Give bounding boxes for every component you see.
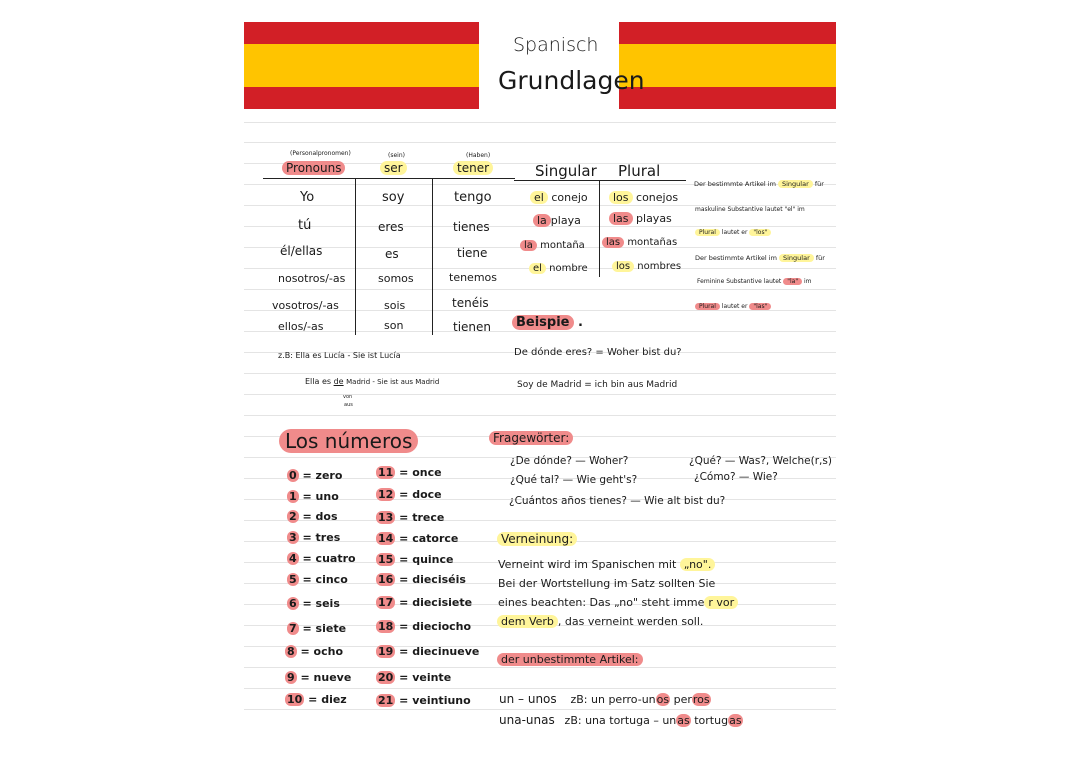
- table-divider-1: [355, 179, 356, 335]
- articles-divider: [599, 181, 600, 277]
- pronoun-vosotros: vosotros/-as: [272, 299, 339, 312]
- number-3: 3 = tres: [289, 531, 341, 544]
- number-15: 15 = quince: [378, 553, 454, 566]
- article-row-3-singular: la montaña: [520, 240, 585, 251]
- tener-tenemos: tenemos: [449, 271, 497, 284]
- verneinung-heading: Verneinung:: [497, 532, 577, 546]
- number-2: 2 = dos: [289, 510, 338, 523]
- verneinung-line-2: Bei der Wortstellung im Satz sollten Sie: [498, 577, 716, 590]
- ser-soy: soy: [382, 190, 405, 205]
- article-row-2-plural: las playas: [609, 212, 672, 225]
- unbestimmt-heading: der unbestimmte Artikel:: [497, 653, 643, 666]
- example-von: von: [343, 394, 353, 400]
- example-madrid: Ella es de Madrid - Sie ist aus Madrid: [305, 377, 440, 386]
- article-row-3-plural: las montañas: [602, 237, 677, 248]
- verneinung-line-1: Verneint wird im Spanischen mit „no".: [498, 558, 715, 571]
- pronoun-el-ellas: él/ellas: [280, 244, 323, 258]
- number-1: 1 = uno: [289, 490, 339, 503]
- number-13: 13 = trece: [378, 511, 445, 524]
- numeros-heading: Los números: [279, 429, 418, 453]
- number-14: 14 = catorce: [378, 532, 459, 545]
- ser-somos: somos: [378, 272, 414, 285]
- header-plural: Plural: [618, 162, 661, 180]
- question-como: ¿Cómo? — Wie?: [694, 471, 778, 483]
- number-10: 10 = diez: [287, 693, 347, 706]
- header-tener: tener: [453, 161, 493, 175]
- tener-tienes: tienes: [453, 220, 490, 234]
- pronoun-ellos: ellos/-as: [278, 320, 324, 333]
- example-aus: aus: [344, 402, 353, 408]
- fragewoerter-heading: Fragewörter:: [489, 431, 573, 445]
- number-12: 12 = doce: [378, 488, 442, 501]
- article-note-6: Plural lautet er "las": [695, 303, 771, 310]
- number-0: 0 = zero: [289, 469, 343, 482]
- article-row-2-singular: la playa: [533, 214, 581, 227]
- page-title: Grundlagen: [498, 66, 645, 95]
- label-sein: (sein): [388, 152, 405, 159]
- article-note-5: Feminine Substantive lautet "la" im: [697, 278, 812, 285]
- spain-flag-left: [244, 22, 479, 109]
- number-4: 4 = cuatro: [289, 552, 356, 565]
- tener-tengo: tengo: [454, 190, 492, 205]
- article-row-1-singular: el conejo: [530, 191, 588, 204]
- verneinung-line-3: eines beachten: Das „no" steht imme r vor: [498, 596, 738, 609]
- question-de-donde: ¿De dónde? — Woher?: [510, 455, 629, 467]
- article-note-1: Der bestimmte Artikel im Singular für: [694, 180, 824, 188]
- tener-tienen: tienen: [453, 320, 492, 334]
- number-8: 8 = ocho: [287, 645, 344, 658]
- number-20: 20 = veinte: [378, 671, 452, 684]
- number-5: 5 = cinco: [289, 573, 348, 586]
- question-cuantos-anos: ¿Cuántos años tienes? — Wie alt bist du?: [509, 495, 726, 507]
- number-18: 18 = dieciocho: [378, 620, 472, 633]
- number-19: 19 = diecinueve: [378, 645, 480, 658]
- label-personalpronomen: (Personalpronomen): [290, 150, 351, 157]
- unbestimmt-line-2: una-unas zB: una tortuga – unas tortugas: [499, 713, 742, 727]
- table-divider-2: [432, 179, 433, 335]
- header-pronouns: Pronouns: [282, 161, 345, 175]
- example-lucia: z.B: Ella es Lucía - Sie ist Lucía: [278, 351, 401, 360]
- table-header-line: [263, 178, 515, 179]
- tener-teneis: tenéis: [452, 296, 489, 310]
- articles-header-line: [514, 180, 686, 181]
- ser-es: es: [385, 247, 399, 261]
- header-singular: Singular: [535, 162, 597, 180]
- number-9: 9 = nueve: [287, 671, 352, 684]
- article-row-1-plural: los conejos: [609, 191, 678, 204]
- ser-sois: sois: [384, 299, 406, 312]
- pronoun-yo: Yo: [300, 190, 315, 205]
- number-21: 21 = veintiuno: [378, 694, 471, 707]
- tener-tiene: tiene: [457, 246, 488, 260]
- question-que-tal: ¿Qué tal? — Wie geht's?: [510, 474, 638, 486]
- article-note-4: Der bestimmte Artikel im Singular für: [695, 254, 825, 262]
- article-row-4-singular: el nombre: [529, 263, 588, 274]
- label-haben: (Haben): [466, 152, 491, 159]
- article-note-2: maskuline Substantive lautet "el" im: [695, 206, 805, 213]
- pronoun-tu: tú: [298, 218, 312, 233]
- beispiel-line-1: De dónde eres? = Woher bist du?: [514, 347, 682, 358]
- pronoun-nosotros: nosotros/-as: [278, 272, 346, 285]
- unbestimmt-line-1: un – unos zB: un perro-unos perros: [499, 692, 710, 706]
- question-que: ¿Qué? — Was?, Welche(r,s): [689, 455, 832, 467]
- beispiel-line-2: Soy de Madrid = ich bin aus Madrid: [517, 380, 678, 390]
- beispiel-heading: Beispie .: [512, 315, 583, 330]
- ser-son: son: [384, 319, 404, 332]
- number-11: 11 = once: [378, 466, 442, 479]
- article-note-3: Plural lautet er "los": [695, 229, 771, 236]
- number-7: 7 = siete: [289, 622, 347, 635]
- number-6: 6 = seis: [289, 597, 340, 610]
- header-ser: ser: [380, 161, 407, 175]
- verneinung-line-4: dem Verb , das verneint werden soll.: [497, 615, 703, 628]
- ser-eres: eres: [378, 220, 404, 234]
- article-row-4-plural: los nombres: [612, 261, 681, 272]
- spain-flag-right: [619, 22, 836, 109]
- number-17: 17 = diecisiete: [378, 596, 473, 609]
- number-16: 16 = dieciséis: [378, 573, 466, 586]
- page-subtitle: Spanisch: [513, 34, 599, 56]
